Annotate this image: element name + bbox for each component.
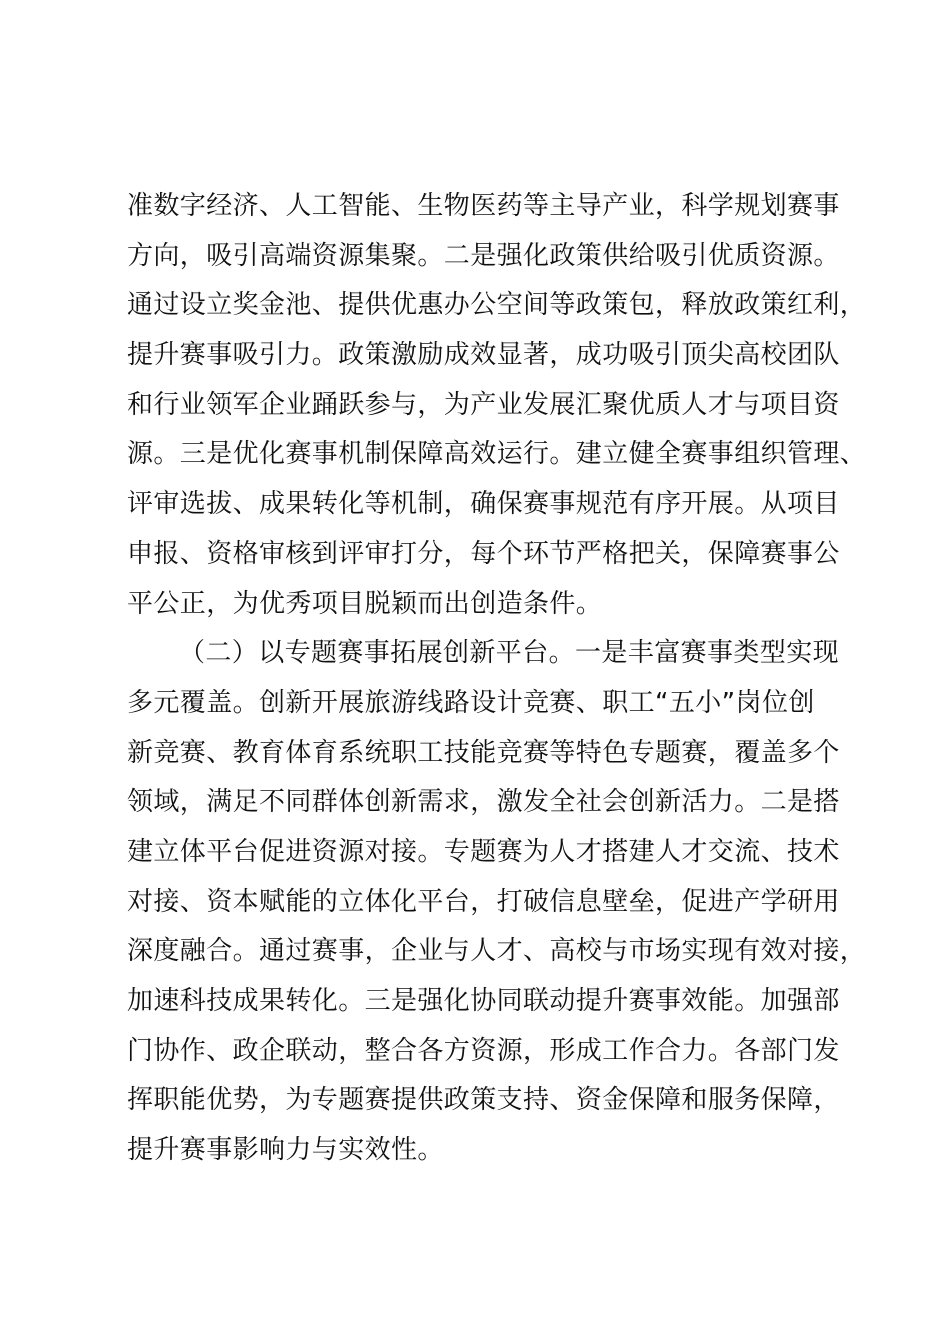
text-line: 方向，吸引高端资源集聚。二是强化政策供给吸引优质资源。 bbox=[127, 240, 840, 271]
text-line: 准数字经济、人工智能、生物医药等主导产业，科学规划赛事 bbox=[127, 191, 840, 221]
text-line: 新竞赛、教育体育系统职工技能竞赛等特色专题赛，覆盖多个 bbox=[127, 737, 840, 768]
text-line: 门协作、政企联动，整合各方资源，形成工作合力。各部门发 bbox=[127, 1035, 840, 1066]
text-line: 挥职能优势，为专题赛提供政策支持、资金保障和服务保障， bbox=[127, 1085, 840, 1116]
text-line: 源。三是优化赛事机制保障高效运行。建立健全赛事组织管理、 bbox=[127, 439, 867, 470]
section-heading-line: （二）以专题赛事拓展创新平台。一是丰富赛事类型实现 bbox=[179, 638, 840, 669]
text-line: 领域，满足不同群体创新需求，激发全社会创新活力。二是搭 bbox=[127, 787, 840, 818]
text-line: 对接、资本赋能的立体化平台，打破信息壁垒，促进产学研用 bbox=[127, 886, 840, 917]
text-line: 通过设立奖金池、提供优惠办公空间等政策包，释放政策红利， bbox=[127, 290, 867, 321]
text-line: 提升赛事影响力与实效性。 bbox=[127, 1135, 444, 1166]
text-line: 平公正，为优秀项目脱颖而出创造条件。 bbox=[127, 588, 603, 619]
text-line: 申报、资格审核到评审打分，每个环节严格把关，保障赛事公 bbox=[127, 538, 840, 569]
body-text bbox=[127, 182, 867, 1176]
text-line: 加速科技成果转化。三是强化协同联动提升赛事效能。加强部 bbox=[127, 986, 840, 1016]
text-line: 多元覆盖。创新开展旅游线路设计竞赛、职工“五小”岗位创 bbox=[127, 687, 815, 718]
text-line: 建立体平台促进资源对接。专题赛为人才搭建人才交流、技术 bbox=[127, 836, 840, 867]
text-line: 提升赛事吸引力。政策激励成效显著，成功吸引顶尖高校团队 bbox=[127, 340, 840, 371]
text-line: 深度融合。通过赛事，企业与人才、高校与市场实现有效对接， bbox=[127, 936, 867, 967]
text-line: 评审选拔、成果转化等机制，确保赛事规范有序开展。从项目 bbox=[127, 489, 840, 520]
text-line: 和行业领军企业踊跃参与，为产业发展汇聚优质人才与项目资 bbox=[127, 389, 840, 420]
